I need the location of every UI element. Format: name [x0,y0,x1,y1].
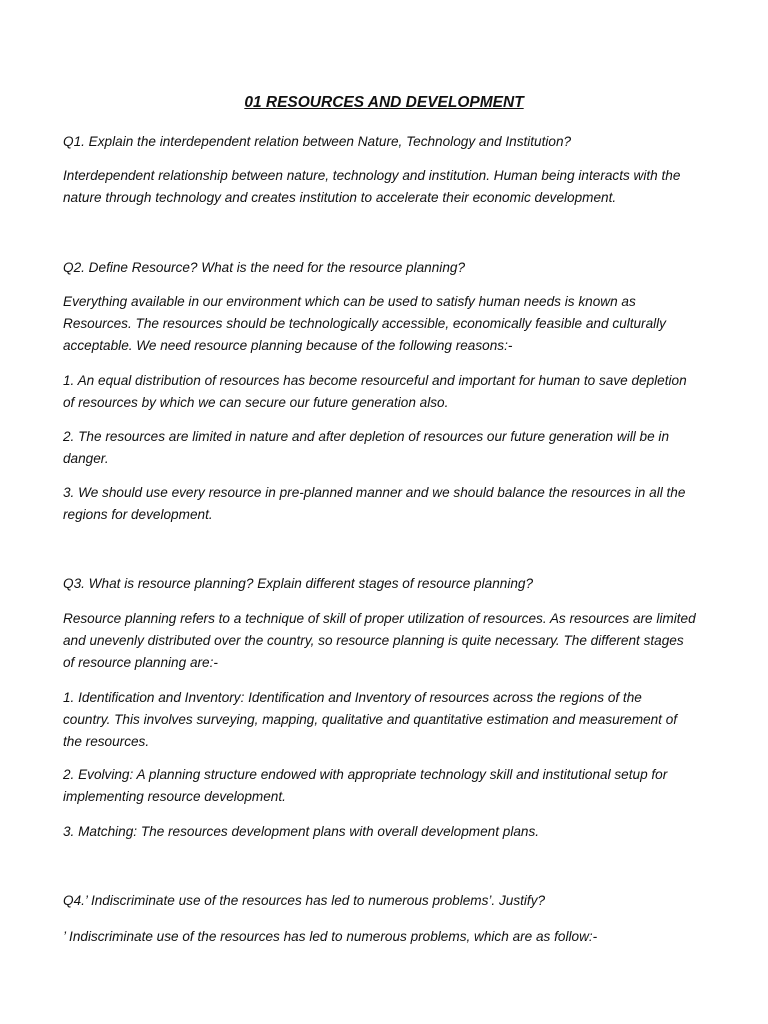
answer-3-line-1: Resource planning refers to a technique of skill of proper utilization of resources. As resources are limited [63,611,696,626]
answer-2-point-1-line-1: 1. An equal distribution of resources has become resourceful and important for human to save depletion [63,373,687,388]
answer-1-line-1: Interdependent relationship between nature, technology and institution. Human being interacts with the [63,168,681,183]
answer-3-line-3: of resource planning are:- [63,655,218,670]
answer-3-point-1-line-2: country. This involves surveying, mapping, qualitative and quantitative estimation and measurement of [63,712,678,727]
answer-2-line-2: Resources. The resources should be technologically accessible, economically feasible and culturally [63,316,666,331]
answer-1-line-2: nature through technology and creates institution to accelerate their economic development. [63,190,617,205]
question-4-text: Q4.’ Indiscriminate use of the resources has led to numerous problems’. Justify? [63,893,546,908]
answer-3-point-1-line-3: the resources. [63,734,150,749]
answer-1 [63,165,711,209]
answer-3 [63,608,711,674]
answer-3-point-1 [63,687,711,753]
answer-2-point-3-line-1: 3. We should use every resource in pre-planned manner and we should balance the resources in all the [63,485,686,500]
answer-3-line-2: and unevenly distributed over the country, so resource planning is quite necessary. The different stages [63,633,684,648]
answer-2-point-2-line-1: 2. The resources are limited in nature and after depletion of resources our future generation will be in [63,429,670,444]
question-3-text: Q3. What is resource planning? Explain different stages of resource planning? [63,576,534,591]
answer-2-point-2-line-2: danger. [63,451,109,466]
answer-3-point-3-line-1: 3. Matching: The resources development plans with overall development plans. [63,824,540,839]
answer-3-point-2-line-2: implementing resource development. [63,789,286,804]
answer-2-point-3 [63,482,711,526]
question-1-text: Q1. Explain the interdependent relation between Nature, Technology and Institution? [63,134,572,149]
document-title: 01 RESOURCES AND DEVELOPMENT [244,94,524,111]
answer-2-point-2 [63,426,711,470]
question-2 [63,257,711,279]
answer-4 [63,926,711,948]
answer-2-point-1-line-2: of resources by which we can secure our future generation also. [63,395,449,410]
question-4 [63,890,711,912]
question-2-text: Q2. Define Resource? What is the need for the resource planning? [63,260,466,275]
question-3 [63,573,711,595]
question-1 [63,131,711,153]
answer-2 [63,291,711,357]
answer-3-point-2-line-1: 2. Evolving: A planning structure endowed with appropriate technology skill and institutional setup for [63,767,668,782]
answer-2-point-3-line-2: regions for development. [63,507,213,522]
answer-4-line-1: ’ Indiscriminate use of the resources has led to numerous problems, which are as follow:- [63,929,598,944]
answer-2-line-3: acceptable. We need resource planning because of the following reasons:- [63,338,513,353]
answer-3-point-1-line-1: 1. Identification and Inventory: Identification and Inventory of resources across the regions of the [63,690,642,705]
answer-3-point-3 [63,821,711,843]
answer-2-line-1: Everything available in our environment which can be used to satisfy human needs is known as [63,294,636,309]
answer-2-point-1 [63,370,711,414]
answer-3-point-2 [63,764,711,808]
